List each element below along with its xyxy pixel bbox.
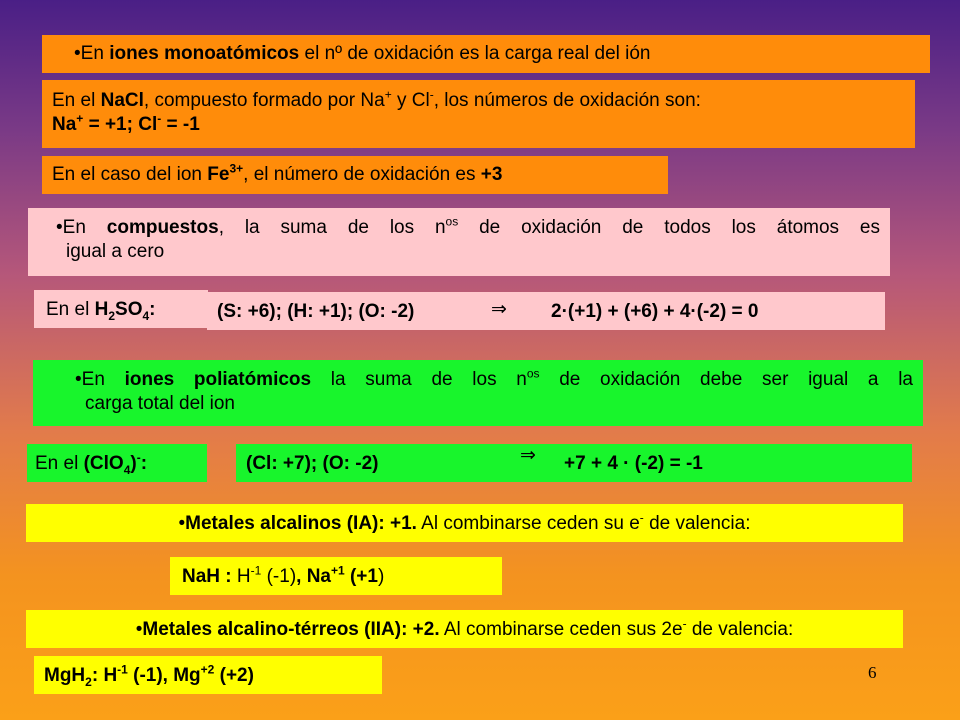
nacl-example xyxy=(42,80,915,148)
mgh2-example: MgH$_2$: $H^{-1}$ (-1), $Mg^{+2}$ (+2) xyxy=(34,656,382,694)
polyatomic-line-2: carga total del ion xyxy=(85,393,235,414)
h2so4-sum: 2·(+1) + (+6) + 4·(-2) = 0 xyxy=(541,292,885,330)
polyatomic-ions-rule xyxy=(33,360,923,426)
polyatomic-line-1: •En iones poliatómicos la suma de los $n^{os}$ de oxidación debe ser igual a la xyxy=(75,366,913,390)
page-number: 6 xyxy=(868,663,877,682)
monoatomic-ions-rule: •En iones monoatómicos el nº de oxidación es la carga real del ión xyxy=(42,35,930,73)
nacl-line-2: Na+ = +1; Cl- = -1 xyxy=(52,111,200,135)
fe-ion-example: En el caso del ion $Fe^{3+}$, el número de oxidación es +3 xyxy=(42,156,668,194)
h2so4-oxidation-states: (S: +6); (H: +1); (O: -2) ⇒ xyxy=(207,292,541,330)
compounds-line-2: igual a cero xyxy=(66,241,165,262)
compounds-rule xyxy=(28,208,890,276)
clo4-oxidation-states: (Cl: +7); (O: -2) ⇒ +7 + 4 · (-2) = -1 xyxy=(236,444,912,482)
nah-example: NaH : $H^{-1}$ (-1), $Na^{+1}$ (+1) xyxy=(170,557,502,595)
nacl-line-1: En el NaCl, compuesto formado por Na+ y Cl-, los números de oxidación son: xyxy=(52,87,701,111)
h2so4-label: En el $H_2SO_4$: xyxy=(34,290,208,328)
compounds-line-1: •En compuestos, la suma de los $n^{os}$ de oxidación de todos los átomos es xyxy=(56,214,880,238)
alkali-metals-rule: •Metales alcalinos (IA): +1. Al combinarse ceden su e- de valencia: xyxy=(26,504,903,542)
clo4-sum: +7 + 4 · (-2) = -1 xyxy=(564,453,703,474)
clo4-label: En el (ClO$_4$)-: xyxy=(27,444,207,482)
implies-arrow-icon: ⇒ xyxy=(520,445,536,466)
implies-arrow-icon: ⇒ xyxy=(491,299,507,320)
alkaline-earth-metals-rule: •Metales alcalino-térreos (IIA): +2. Al combinarse ceden sus 2e- de valencia: xyxy=(26,610,903,648)
